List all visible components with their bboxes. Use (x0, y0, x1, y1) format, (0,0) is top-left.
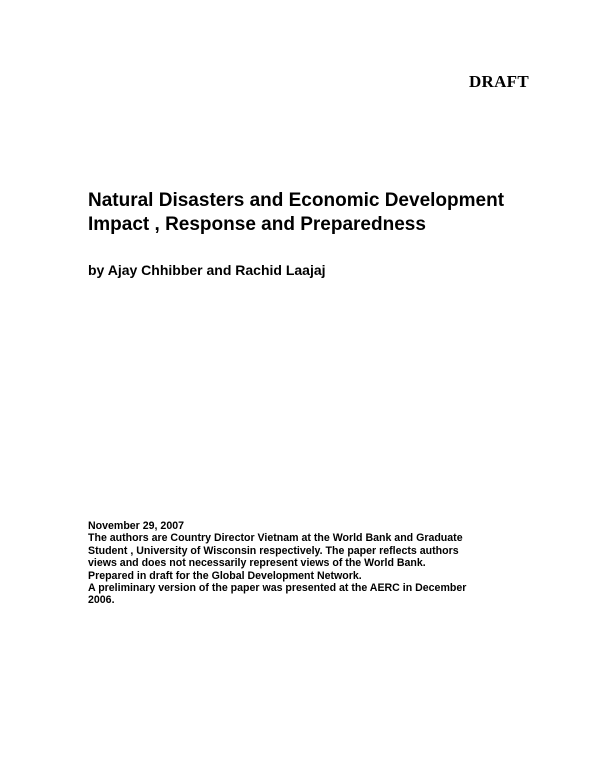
note-line: 2006. (88, 594, 115, 607)
note-line: Student , University of Wisconsin respectively. The paper reflects authors (88, 544, 459, 557)
draft-label: DRAFT (468, 72, 529, 91)
author-notes (88, 520, 528, 607)
note-line: The authors are Country Director Vietnam at the World Bank and Graduate (88, 532, 463, 545)
author-byline: by Ajay Chhibber and Rachid Laajaj (88, 262, 326, 278)
title-line-1: Natural Disasters and Economic Development (88, 190, 505, 211)
note-line: A preliminary version of the paper was presented at the AERC in December (88, 582, 467, 595)
note-line: Prepared in draft for the Global Development Network. (88, 569, 362, 582)
paper-title (88, 189, 568, 237)
title-line-2: Impact , Response and Preparedness (88, 214, 426, 235)
note-line: views and does not necessarily represent views of the World Bank. (88, 557, 426, 570)
note-date: November 29, 2007 (88, 520, 184, 532)
